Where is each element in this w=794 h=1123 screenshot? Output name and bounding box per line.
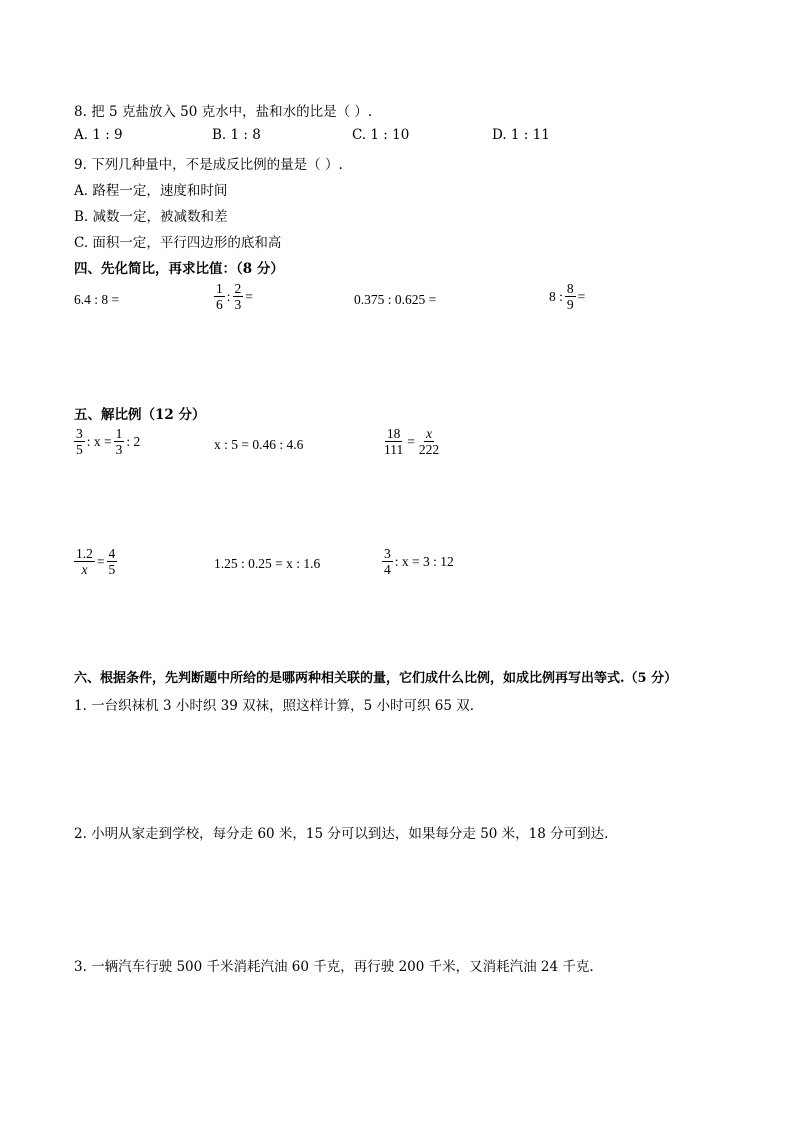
s4-expression-3: 0.375 : 0.625 = — [354, 292, 437, 307]
equation-tail: : 2 — [126, 433, 141, 449]
fraction-denominator: 5 — [76, 442, 83, 457]
fraction-numerator: 8 — [566, 281, 574, 296]
s4-expression-1: 6.4 : 8 = — [74, 292, 120, 307]
fraction-numerator: 2 — [234, 281, 242, 296]
equals-sign: = — [245, 288, 253, 304]
ratio-lead: 8 : — [549, 288, 563, 304]
q9-option-b: B. 减数一定，被减数和差 — [74, 209, 228, 225]
fraction-numerator: x — [426, 426, 432, 441]
fraction-denominator: 3 — [234, 297, 242, 312]
fraction-denominator: 4 — [384, 562, 391, 577]
q8-option-d: D. 1 : 11 — [492, 127, 550, 143]
fraction-numerator: 1.2 — [76, 546, 93, 561]
s5-equation-4 — [72, 546, 119, 577]
s5-equation-2: x : 5 = 0.46 : 4.6 — [214, 437, 304, 452]
fraction-denominator: 5 — [108, 562, 116, 577]
s5-equation-1 — [72, 426, 140, 457]
question-9-stem: 9. 下列几种量中，不是成反比例的量是（ ）. — [74, 157, 343, 173]
fraction-denominator: 6 — [216, 297, 223, 312]
equals-sign: = — [96, 553, 105, 569]
fraction-denominator: 222 — [418, 442, 440, 457]
equals-sign: = — [407, 433, 415, 449]
ratio-colon: : — [226, 288, 231, 304]
fraction-numerator: 3 — [76, 426, 83, 441]
q8-option-a: A. 1 : 9 — [74, 127, 123, 143]
q8-option-c: C. 1 : 10 — [352, 127, 410, 143]
s5-equation-5: 1.25 : 0.25 = x : 1.6 — [214, 556, 321, 571]
s6-item-3: 3. 一辆汽车行驶 500 千米消耗汽油 60 千克，再行驶 200 千米，又消耗汽油 24 千克. — [74, 959, 594, 975]
fraction-denominator: 3 — [115, 442, 123, 457]
section-6-title: 六、根据条件，先判断题中所给的是哪两种相关联的量，它们成什么比例，如成比例再写出等式.（5 分） — [74, 671, 678, 686]
fraction-numerator: 18 — [386, 426, 401, 441]
fraction-numerator: 4 — [108, 546, 116, 561]
section-5-title: 五、解比例（12 分） — [74, 407, 206, 423]
s5-equation-3 — [380, 426, 443, 457]
fraction-numerator: 1 — [115, 426, 123, 441]
s6-item-2: 2. 小明从家走到学校，每分走 60 米，15 分可以到达，如果每分走 50 米，18 分可到达. — [74, 826, 609, 842]
fraction-denominator: x — [81, 562, 88, 577]
fraction-numerator: 3 — [384, 546, 391, 561]
q9-option-c: C. 面积一定，平行四边形的底和高 — [74, 235, 282, 251]
s6-item-1: 1. 一台织袜机 3 小时织 39 双袜，照这样计算，5 小时可织 65 双. — [74, 698, 475, 714]
equation-middle: : x = — [86, 433, 112, 449]
question-8-stem: 8. 把 5 克盐放入 50 克水中，盐和水的比是（ ）. — [74, 104, 373, 120]
s4-expression-4 — [549, 281, 585, 312]
s4-expression-2 — [212, 281, 253, 312]
s5-equation-6 — [380, 546, 454, 577]
q9-option-a: A. 路程一定，速度和时间 — [74, 183, 228, 199]
equation-tail: : x = 3 : 12 — [394, 553, 454, 569]
fraction-denominator: 9 — [566, 297, 574, 312]
q8-option-b: B. 1 : 8 — [212, 127, 261, 143]
fraction-numerator: 1 — [216, 281, 223, 296]
equals-sign: = — [577, 288, 586, 304]
fraction-denominator: 111 — [384, 442, 404, 457]
section-4-title: 四、先化简比，再求比值：（8 分） — [74, 261, 284, 277]
